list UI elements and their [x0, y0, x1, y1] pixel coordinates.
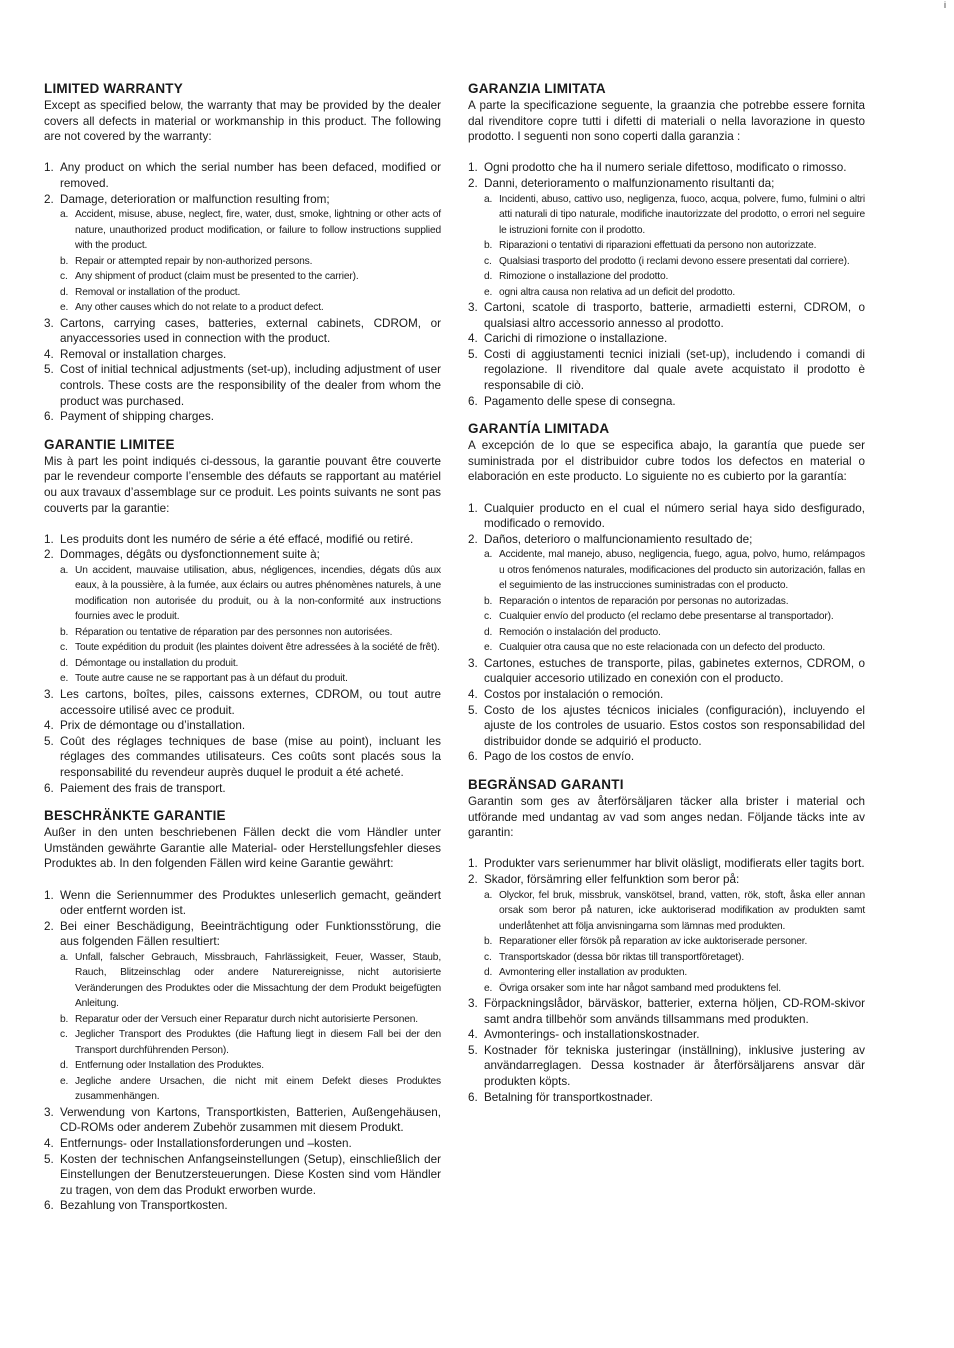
sub-item-letter: d. — [60, 657, 69, 669]
item-text: Cartoni, scatole di trasporto, batterie, armadietti esterni, CDROM, o qualsiasi altro accessorio annesso al prodotto. — [484, 301, 865, 330]
section-limited-warranty — [44, 81, 441, 425]
exclusion-list — [44, 532, 441, 796]
left-column — [44, 81, 441, 1226]
item-text: Coût des réglages techniques de base (mise au point), incluant les réglages des commandes utilisateurs. Ces coûts sont placés sous la responsabilité du revendeur auprès duquel le produit a été acheté. — [60, 734, 441, 779]
list-item — [44, 888, 441, 919]
section-intro: Garantin som ges av återförsäljaren täcker alla brister i material och utförande med undantag av vad som anges nedan. Följande täcks inte av garantin: — [468, 795, 865, 840]
list-item — [44, 192, 441, 316]
item-text: Ogni prodotto che ha il numero seriale difettoso, modificato o rimosso. — [484, 161, 847, 175]
sub-list-item — [60, 656, 441, 672]
sub-list-item — [484, 238, 865, 254]
list-item — [44, 1198, 441, 1214]
sub-item-text: Riparazioni o tentativi di riparazioni effettuati da persono non autorizzate. — [499, 240, 817, 252]
sub-item-text: Any other causes which do not relate to a product defect. — [75, 302, 324, 314]
sub-item-letter: b. — [60, 1013, 69, 1025]
sub-item-text: Jeglicher Transport des Produktes (die Haftung liegt in diesem Fall bei der den Transport durchführenden Person). — [75, 1029, 441, 1056]
sub-item-letter: d. — [60, 1060, 69, 1072]
item-text: Costos por instalación o remoción. — [484, 688, 664, 702]
section-intro: Außer in den unten beschriebenen Fällen deckt die vom Händler unter Umständen gewährte Garantie alle Material- oder Herstellungsfehler dieses Produktes ab. In den folgenden Fällen wird keine Garantie gewährt: — [44, 826, 441, 871]
exclusion-list — [468, 501, 865, 765]
list-item — [468, 703, 865, 750]
sub-item-letter: b. — [60, 626, 69, 638]
sub-item-letter: a. — [60, 209, 69, 221]
item-text: Carichi di rimozione o installazione. — [484, 332, 668, 346]
sub-item-letter: b. — [484, 936, 493, 948]
section-intro: A parte la specificazione seguente, la graanzia che potrebbe essere fornita dal rivenditore copre tutti i difetti di materiali o nella lavorazione in questo prodotto. I seguenti non sono coperti dalla garanzia : — [468, 99, 865, 144]
sub-item-text: Olyckor, fel bruk, missbruk, vanskötsel, brand, vatten, rök, stoft, åska eller annan orsak som beror på naturen, icke auktoriserad modifikation av produkten samt underlåtenhet att följa anvisningarna som lämnas med produkten. — [499, 889, 865, 932]
sub-item-text: Accident, misuse, abuse, neglect, fire, water, dust, smoke, lightning or other acts of nature, unauthorized product modification, or failure to follow instructions supplied with the product. — [75, 209, 441, 252]
sub-item-text: Cualquier envío del producto (el reclamo debe presentarse al transportador). — [499, 611, 834, 623]
sub-list-item — [484, 609, 865, 625]
sub-item-text: Entfernung oder Installation des Produktes. — [75, 1060, 264, 1072]
list-item — [44, 718, 441, 734]
item-text: Entfernungs- oder Installationsforderungen und –kosten. — [60, 1137, 352, 1151]
item-number: 3. — [468, 997, 478, 1011]
sub-list-item — [60, 1027, 441, 1058]
exclusion-list — [44, 160, 441, 424]
item-text: Skador, försämring eller felfunktion som beror på: — [484, 873, 740, 886]
item-number: 3. — [44, 316, 54, 330]
item-text: Cartones, estuches de transporte, pilas, gabinetes externos, CDROM, o cualquier accesorio utilizado en conexión con el producto. — [484, 656, 865, 686]
list-item — [44, 362, 441, 409]
item-number: 4. — [44, 347, 54, 361]
list-item — [44, 160, 441, 191]
sub-list-item — [484, 547, 865, 594]
item-number: 4. — [44, 1137, 54, 1151]
list-item — [44, 347, 441, 363]
list-item — [468, 856, 865, 872]
sub-item-text: Incidenti, abuso, cattivo uso, negligenza, fuoco, acqua, polvere, fumo, fulmini o altri atti naturali di tipo naturale, modifiche inautorizzate del prodotto, o errori nel seguire le istruzioni fornite con il prodotto. — [499, 193, 865, 236]
item-text: Produkter vars serienummer har blivit oläsligt, modifierats eller tagits bort. — [484, 857, 865, 871]
list-item — [468, 872, 865, 996]
sub-item-letter: b. — [60, 255, 69, 267]
item-text: Avmonterings- och installationskostnader. — [484, 1028, 700, 1042]
sub-list — [484, 547, 865, 656]
list-item — [468, 176, 865, 300]
item-number: 1. — [468, 501, 478, 515]
list-item — [468, 1027, 865, 1043]
sub-item-letter: a. — [484, 193, 493, 205]
corner-mark: i — [944, 0, 946, 10]
section-title: GARANTIE LIMITEE — [44, 436, 175, 452]
item-number: 6. — [468, 750, 478, 764]
item-text: Bei einer Beschädigung, Beeinträchtigung oder Funktionsstörung, die aus folgenden Fällen resultiert: — [60, 919, 441, 949]
sub-list-item — [60, 207, 441, 254]
list-item — [468, 687, 865, 703]
item-text: Costi di aggiustamenti tecnici iniziali (set-up), includendo i comandi di regolazione. Il rivenditore dal quale avete acquistato il prodotto è responsabile di ciò. — [484, 347, 865, 393]
item-number: 1. — [44, 161, 54, 175]
sub-item-letter: d. — [60, 286, 69, 298]
sub-item-text: Removal or installation of the product. — [75, 286, 241, 298]
item-number: 2. — [44, 548, 54, 562]
sub-list-item — [484, 950, 865, 966]
exclusion-list — [468, 160, 865, 409]
sub-list — [60, 950, 441, 1105]
item-number: 4. — [468, 688, 478, 702]
item-text: Pagamento delle spese di consegna. — [484, 394, 676, 408]
sub-list-item — [484, 594, 865, 610]
sub-item-text: Unfall, falscher Gebrauch, Missbrauch, Fahrlässigkeit, Feuer, Wasser, Staub, Rauch, Blitzeinschlag oder andere Naturereignisse, nicht autorisierte Veränderungen des Produktes oder die Missachtung der dem Produkt beigefügten Anleitung. — [75, 951, 441, 1010]
sub-item-text: Repair or attempted repair by non-authorized persons. — [75, 255, 313, 267]
section-intro: Except as specified below, the warranty that may be provided by the dealer covers all defects in material or workmanship in this product. The following are not covered by the warranty: — [44, 99, 441, 144]
list-item — [468, 394, 865, 410]
item-number: 3. — [468, 301, 478, 315]
sub-list — [484, 192, 865, 301]
sub-item-letter: a. — [484, 889, 493, 901]
item-text: Prix de démontage ou d’installation. — [60, 719, 246, 733]
section-title: GARANZIA LIMITATA — [468, 81, 606, 96]
item-text: Pago de los costos de envío. — [484, 750, 635, 764]
sub-item-letter: c. — [484, 611, 492, 623]
item-text: Cost of initial technical adjustments (set-up), including adjustment of user controls. These costs are the responsibility of the dealer from whom the product was purchased. — [60, 363, 441, 408]
sub-item-letter: e. — [484, 982, 493, 994]
sub-item-text: Any shipment of product (claim must be presented to the carrier). — [75, 271, 359, 283]
item-text: Paiement des frais de transport. — [60, 781, 226, 795]
sub-item-text: Reparación o intentos de reparación por personas no autorizadas. — [499, 595, 789, 607]
item-text: Verwendung von Kartons, Transportkisten, Batterien, Außengehäusen, CD-ROMs oder anderem Zubehör zusammen mit diesem Produkt. — [60, 1105, 441, 1135]
sub-list — [60, 207, 441, 316]
list-item — [44, 316, 441, 347]
item-text: Förpackningslådor, bärväskor, batterier, externa höljen, CD-ROM-skivor samt andra tillbehör som används tillsammans med produkten. — [484, 997, 865, 1026]
sub-item-text: Cualquier otra causa que no este relacionada con un defecto del producto. — [499, 642, 826, 654]
item-number: 5. — [468, 1043, 478, 1057]
section-garantie-limitee — [44, 437, 441, 796]
sub-item-letter: c. — [484, 951, 492, 963]
item-number: 2. — [468, 176, 478, 190]
sub-item-letter: e. — [60, 1075, 69, 1087]
list-item — [468, 160, 865, 176]
sub-item-text: ogni altra causa non relativa ad un deficit del prodotto. — [499, 286, 736, 298]
sub-list-item — [60, 300, 441, 316]
sub-list-item — [60, 671, 441, 687]
item-text: Costo de los ajustes técnicos iniciales (configuración), incluyendo el ajuste de los controles de usuario. Estos costos son responsabilidad del distribuidor donde se adquirió el producto. — [484, 703, 865, 748]
sub-item-text: Un accident, mauvaise utilisation, abus, négligences, incendies, dégats dûs aux eaux, à la poussière, à la fumée, aux éclairs ou autres phénomènes naturels, à une modification non autorisée du produit, ou à la non-conformité aux instructions fournies avec le produit. — [75, 564, 441, 623]
list-item — [44, 1136, 441, 1152]
item-number: 5. — [44, 363, 54, 377]
item-number: 2. — [468, 873, 478, 886]
sub-item-letter: a. — [484, 549, 493, 561]
sub-list-item — [60, 950, 441, 1012]
item-number: 6. — [468, 1090, 478, 1104]
list-item — [44, 532, 441, 548]
sub-item-text: Rimozione o installazione del prodotto. — [499, 271, 669, 283]
sub-item-letter: a. — [60, 951, 69, 963]
list-item — [468, 300, 865, 331]
sub-item-letter: c. — [60, 1029, 68, 1041]
sub-item-letter: d. — [484, 967, 493, 979]
sub-item-text: Toute autre cause ne se rapportant pas à un défaut du produit. — [75, 673, 348, 685]
sub-list-item — [60, 1012, 441, 1028]
item-text: Kosten der technischen Anfangseinstellungen (Setup), einschließlich der Einstellungen der Benutzersteuerungen. Diese Kosten sind vom Händler zu tragen, von dem das Produkt erworben wurde. — [60, 1152, 441, 1197]
sub-item-text: Transportskador (dessa bör riktas till transportföretaget). — [499, 951, 744, 963]
sub-item-text: Avmontering eller installation av produkten. — [499, 967, 688, 979]
sub-item-text: Toute expédition du produit (les plaintes doivent être adressées à la société de frêt). — [75, 642, 440, 654]
item-number: 2. — [44, 919, 54, 933]
list-item — [468, 532, 865, 656]
sub-item-text: Qualsiasi trasporto del prodotto (i reclami devono essere presentati dal corriere). — [499, 255, 850, 267]
list-item — [44, 919, 441, 1105]
list-item — [468, 347, 865, 394]
item-text: Damage, deterioration or malfunction resulting from; — [60, 192, 330, 206]
list-item — [44, 1152, 441, 1199]
sub-list-item — [484, 254, 865, 270]
item-text: Betalning för transportkostnader. — [484, 1090, 653, 1104]
section-title: GARANTÍA LIMITADA — [468, 421, 610, 437]
sub-item-text: Övriga orsaker som inte har något samband med produktens fel. — [499, 982, 781, 994]
item-text: Any product on which the serial number has been defaced, modified or removed. — [60, 161, 441, 190]
sub-list-item — [484, 192, 865, 239]
list-item — [44, 409, 441, 425]
sub-list-item — [60, 285, 441, 301]
sub-item-letter: a. — [60, 564, 69, 576]
item-number: 5. — [44, 734, 54, 748]
item-number: 5. — [468, 703, 478, 717]
item-number: 3. — [468, 656, 478, 670]
section-intro: Mis à part les point indiqués ci-dessous, la garantie pouvant être couverte par le revendeur comporte l’ensemble des défauts se rapportant au matériel ou aux travaux d’assemblage sur ce produit. Les points suivants ne sont pas couverts par la garantie: — [44, 454, 441, 515]
item-number: 1. — [468, 857, 478, 871]
item-number: 5. — [44, 1152, 54, 1166]
list-item — [468, 331, 865, 347]
item-text: Kostnader för tekniska justeringar (inställning), inklusive justering av användarreglagen. Dessa kostnader är återförsäljarens ansvar där produkten köpts. — [484, 1043, 865, 1089]
sub-item-letter: c. — [60, 642, 68, 654]
sub-list-item — [60, 254, 441, 270]
sub-list-item — [60, 625, 441, 641]
section-title: BEGRÄNSAD GARANTI — [468, 777, 624, 793]
sub-item-letter: c. — [60, 271, 68, 283]
list-item — [468, 749, 865, 765]
item-number: 3. — [44, 687, 54, 701]
item-number: 2. — [44, 192, 54, 206]
sub-list-item — [60, 1058, 441, 1074]
item-text: Danni, deterioramento o malfunzionamento risultanti da; — [484, 176, 775, 190]
item-number: 4. — [44, 719, 54, 733]
sub-item-letter: d. — [484, 271, 493, 283]
list-item — [44, 1105, 441, 1136]
item-text: Wenn die Seriennummer des Produktes unleserlich gemacht, geändert oder entfernt worden ist. — [60, 888, 441, 918]
item-number: 6. — [44, 781, 54, 795]
exclusion-list — [468, 856, 865, 1105]
list-item — [468, 656, 865, 687]
item-number: 1. — [44, 532, 54, 546]
sub-list-item — [484, 285, 865, 301]
item-number: 4. — [468, 332, 478, 346]
item-number: 6. — [44, 1199, 54, 1213]
sub-list — [60, 563, 441, 687]
section-begransad-garanti — [468, 777, 865, 1105]
item-number: 6. — [468, 394, 478, 408]
right-column — [468, 81, 865, 1117]
list-item — [468, 1090, 865, 1106]
section-intro: A excepción de lo que se especifica abajo, la garantía que puede ser suministrada por el distribuidor cubre todos los defectos en material o elaboración en este producto. Lo siguiente no es cubierto por la garantía: — [468, 439, 865, 484]
sub-item-letter: b. — [484, 240, 493, 252]
sub-item-text: Reparatur oder der Versuch einer Reparatur durch nicht autorisierte Personen. — [75, 1013, 418, 1025]
item-number: 2. — [468, 532, 478, 546]
sub-item-text: Démontage ou installation du produit. — [75, 657, 239, 669]
exclusion-list — [44, 888, 441, 1215]
list-item — [468, 501, 865, 532]
sub-item-text: Accidente, mal manejo, abuso, negligencia, fuego, agua, polvo, humo, relámpagos u otros fenómenos naturales, modificaciones del producto sin autorización, fallas en el seguimiento de las instrucciones suministradas con el producto. — [499, 549, 865, 592]
item-text: Removal or installation charges. — [60, 347, 227, 361]
section-beschraenkte-garantie — [44, 808, 441, 1214]
sub-list-item — [60, 1074, 441, 1105]
sub-item-letter: b. — [484, 595, 493, 607]
section-garantia-limitada — [468, 421, 865, 765]
sub-item-letter: e. — [484, 642, 493, 654]
item-text: Les cartons, boîtes, piles, caissons externes, CDROM, ou tout autre accessoire utilisé avec ce produit. — [60, 687, 441, 717]
sub-list-item — [484, 625, 865, 641]
sub-list-item — [484, 934, 865, 950]
sub-list-item — [60, 269, 441, 285]
item-text: Dommages, dégâts ou dysfonctionnement suite à; — [60, 548, 320, 562]
item-number: 5. — [468, 347, 478, 361]
sub-item-letter: d. — [484, 626, 493, 638]
item-number: 6. — [44, 410, 54, 424]
list-item — [44, 547, 441, 687]
item-text: Payment of shipping charges. — [60, 410, 214, 424]
sub-item-letter: e. — [60, 302, 69, 314]
list-item — [44, 781, 441, 797]
sub-item-text: Réparation ou tentative de réparation par des personnes non autorisées. — [75, 626, 393, 638]
sub-item-letter: e. — [484, 286, 493, 298]
sub-item-letter: e. — [60, 673, 69, 685]
sub-item-text: Remoción o instalación del producto. — [499, 626, 661, 638]
section-title: LIMITED WARRANTY — [44, 81, 183, 96]
section-garanzia-limitata — [468, 81, 865, 409]
list-item — [44, 687, 441, 718]
sub-list-item — [60, 563, 441, 625]
list-item — [468, 996, 865, 1027]
sub-list-item — [484, 640, 865, 656]
item-text: Les produits dont les numéro de série a été effacé, modifié ou retiré. — [60, 532, 414, 546]
sub-item-text: Reparationer eller försök på reparation av icke auktoriserade personer. — [499, 936, 808, 948]
sub-item-text: Jegliche andere Ursachen, die nicht mit einem Defekt dieses Produktes zusammenhängen. — [75, 1075, 441, 1103]
item-number: 3. — [44, 1105, 54, 1119]
list-item — [44, 734, 441, 781]
item-text: Cualquier producto en el cual el número serial haya sido desfigurado, modificado o removido. — [484, 501, 865, 531]
item-text: Daños, deterioro o malfuncionamiento resultado de; — [484, 532, 753, 546]
item-text: Cartons, carrying cases, batteries, external cabinets, CDROM, or anyaccessories used in connection with the product. — [60, 316, 441, 346]
item-number: 4. — [468, 1028, 478, 1042]
sub-list-item — [484, 965, 865, 981]
item-number: 1. — [468, 161, 478, 175]
sub-list — [484, 888, 865, 997]
sub-list-item — [484, 888, 865, 935]
sub-item-letter: c. — [484, 255, 492, 267]
section-title: BESCHRÄNKTE GARANTIE — [44, 808, 226, 824]
sub-list-item — [484, 269, 865, 285]
item-text: Bezahlung von Transportkosten. — [60, 1199, 228, 1213]
list-item — [468, 1043, 865, 1090]
item-number: 1. — [44, 888, 54, 902]
sub-list-item — [484, 981, 865, 997]
sub-list-item — [60, 640, 441, 656]
